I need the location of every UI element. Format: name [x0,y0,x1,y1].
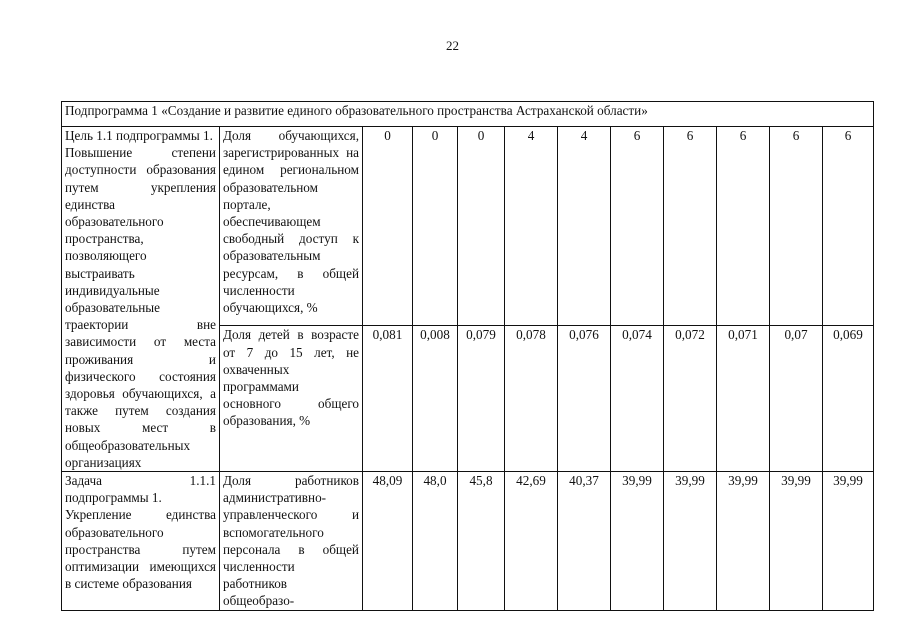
value-cell: 0,078 [505,326,558,472]
value-cell: 0,07 [770,326,823,472]
value-cell: 6 [717,127,770,326]
value-cell: 0,074 [611,326,664,472]
value-cell: 6 [664,127,717,326]
value-cell: 48,0 [413,472,458,611]
value-cell: 4 [505,127,558,326]
value-cell: 0 [413,127,458,326]
value-cell: 0,008 [413,326,458,472]
value-cell: 0 [458,127,505,326]
value-cell: 39,99 [823,472,874,611]
value-cell: 45,8 [458,472,505,611]
value-cell: 39,99 [717,472,770,611]
value-cell: 6 [770,127,823,326]
value-cell: 40,37 [558,472,611,611]
subprogram-header-row [62,102,874,127]
value-cell: 0 [363,127,413,326]
subprogram-header: Подпрограмма 1 «Создание и развитие единого образовательного пространства Астраханской области» [62,102,874,127]
indicator-cell: Доля работников административно-управленческого и вспомогательного персонала в общей численности работников общеобразо- [220,472,363,611]
indicator-cell: Доля обучающихся, зарегистрированных на едином региональном образовательном портале, обеспечивающем свободный доступ к образовательным ресурсам, в общей численности обучающихся, % [220,127,363,326]
goal-cell: Цель 1.1 подпрограммы 1. Повышение степени доступности образования путем укрепления единства образовательного пространства, позволяющего выстраивать индивидуальные образовательные траектории вне зависимости от места проживания и физического состояния здоровья обучающихся, а также путем создания новых мест в общеобразовательных организациях [62,127,220,472]
value-cell: 0,071 [717,326,770,472]
value-cell: 42,69 [505,472,558,611]
value-cell: 0,079 [458,326,505,472]
page-number: 22 [446,38,459,53]
value-cell: 48,09 [363,472,413,611]
value-cell: 0,076 [558,326,611,472]
value-cell: 39,99 [770,472,823,611]
indicator-cell: Доля детей в возрасте от 7 до 15 лет, не охваченных программами основного общего образования, % [220,326,363,472]
value-cell: 0,072 [664,326,717,472]
value-cell: 6 [823,127,874,326]
indicators-table [61,101,874,611]
table-row [62,127,874,326]
value-cell: 39,99 [664,472,717,611]
value-cell: 4 [558,127,611,326]
value-cell: 39,99 [611,472,664,611]
value-cell: 0,081 [363,326,413,472]
value-cell: 0,069 [823,326,874,472]
value-cell: 6 [611,127,664,326]
table-row [62,472,874,611]
goal-cell: Задача 1.1.1 подпрограммы 1. Укрепление единства образовательного пространства путем оптимизации имеющихся в системе образования [62,472,220,611]
